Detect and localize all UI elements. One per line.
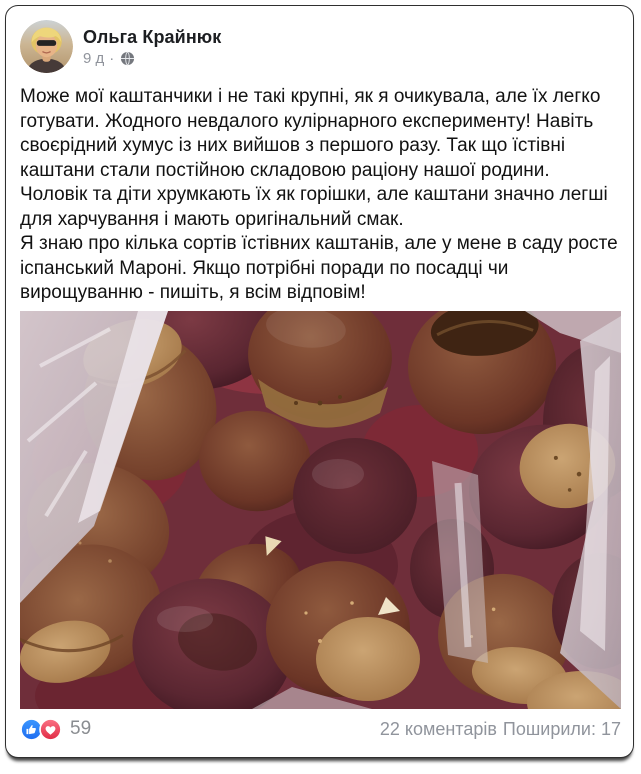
post-meta bbox=[83, 50, 221, 67]
avatar[interactable] bbox=[20, 20, 73, 73]
header-text-block bbox=[83, 27, 221, 67]
post-header bbox=[20, 20, 619, 73]
comments-shares bbox=[380, 719, 621, 740]
reaction-count[interactable]: 59 bbox=[70, 718, 92, 739]
reaction-summary[interactable] bbox=[20, 718, 91, 741]
love-reaction-icon[interactable] bbox=[39, 718, 62, 741]
comments-count[interactable]: 22 коментарів bbox=[379, 718, 497, 739]
post-footer bbox=[20, 718, 621, 741]
meta-separator: · bbox=[109, 49, 115, 67]
post-paragraph: Я знаю про кілька сортів їстівних каштанів, але у мене в саду росте іспанський Мароні. Якщо потрібні поради по посадці чи вирощуванню - пишіть, я всім відповім! bbox=[20, 233, 618, 303]
globe-icon bbox=[120, 51, 135, 66]
facebook-post-card bbox=[5, 5, 634, 758]
post-photo[interactable] bbox=[20, 311, 621, 709]
author-name[interactable]: Ольга Крайнюк bbox=[83, 26, 222, 47]
post-paragraph: Може мої каштанчики і не такі крупні, як я очикувала, але їх легко готувати. Жодного невдалого кулірнарного експерименту! Навіть своєрідний хумус із них вийшов з першого разу. Так що їстівні каштани стали постійною складовою раціону нашої родини. Чоловік та діти хрумкають їх як горішки, але каштани значно легші для харчування і мають оригінальний смак. bbox=[20, 86, 608, 230]
shares-count[interactable]: Поширили: 17 bbox=[502, 718, 621, 739]
post-text bbox=[20, 85, 621, 306]
post-timestamp[interactable]: 9 д bbox=[83, 49, 105, 67]
